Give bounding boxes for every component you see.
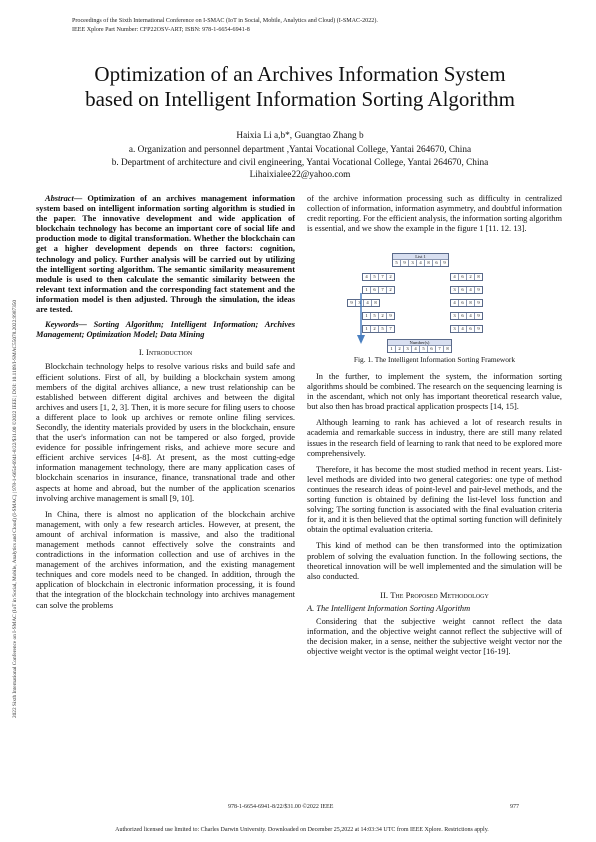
figure-cell: 8 [467, 300, 475, 306]
figure-cell: 5 [393, 260, 401, 266]
figure-cell: 2 [467, 274, 475, 280]
proceedings-header: Proceedings of the Sixth International Conference on I-SMAC (IoT in Social, Mobile, Analytics and Cloud) (I-SMAC-2022). [72, 18, 378, 24]
figure-right-row-1 [450, 273, 483, 281]
figure-cell: 8 [374, 300, 377, 305]
left-column [36, 194, 295, 611]
figure-cell: 5 [371, 274, 379, 280]
figure-cell: 6 [459, 300, 467, 306]
figure-cell: 1 [388, 346, 396, 352]
right-column-bottom [307, 372, 562, 657]
figure-cell: 2 [389, 274, 392, 279]
right-column-top [307, 194, 562, 234]
paper-title [40, 62, 560, 112]
figure-cell: 1 [363, 326, 371, 332]
page-number: 977 [510, 804, 519, 810]
license-notice: Authorized licensed use limited to: Charles Darwin University. Downloaded on December 25,2022 at 14:03:34 UTC from IEEE Xplore. Restrictions apply. [115, 827, 489, 833]
section-2-number: II. [380, 589, 389, 600]
figure-top-label: List 1 [393, 254, 448, 260]
figure-right-row-3 [450, 299, 483, 307]
footer-copyright: 978-1-6654-6941-8/22/$31.00 ©2022 IEEE [228, 804, 334, 810]
section-1-title: Introduction [145, 347, 193, 358]
keywords-label: Keywords— [45, 320, 87, 330]
figure-cell: 3 [409, 260, 417, 266]
figure-cell: 9 [348, 300, 356, 306]
figure-cell: 6 [371, 287, 379, 293]
section-2-heading [307, 590, 562, 600]
figure-list-top [392, 253, 449, 267]
doi-sidebar [4, 78, 18, 718]
figure-cell: 6 [428, 346, 436, 352]
figure-right-row-4 [450, 312, 483, 320]
doi-sidebar-text: 2022 Sixth International Conference on I-SMAC (IoT in Social, Mobile, Analytics and Cloud) (I-SMAC) | 978-1-6654-6941-8/22/$31.00 ©2022 IEEE | DOI: 10.1109/I-SMAC55078.2022.9987350 [12, 299, 18, 718]
section-1-heading [36, 347, 295, 357]
figure-cell: 2 [371, 326, 379, 332]
section-2-title: The Proposed Methodology [390, 589, 489, 600]
figure-cell: 4 [467, 313, 475, 319]
figure-cell: 9 [443, 260, 446, 265]
figure-1-caption: Fig. 1. The Intelligent Information Sorting Framework [353, 355, 516, 364]
keywords-text: Sorting Algorithm; Intelligent Information; Archives Management; Optimization Model; Data Mining [36, 320, 296, 340]
figure-cell: 8 [425, 260, 433, 266]
figure-cell: 3 [451, 326, 459, 332]
figure-cell: 7 [379, 287, 387, 293]
figure-cell: 4 [459, 326, 467, 332]
intro-paragraph-1: Blockchain technology helps to resolve various risks and build safe and efficient solutions. First of all, by building a blockchain system among members of the digital archives alliance, a new trust relationship can be established between different digital archives and between the digital archives and users [1, 2, 3]. Then, it is more secure for filing users to choose a different place to look up archives or remote online filing services. Secondly, the identity materials provided by users in the blockchain, ensure that the user's information can not be tampered or also forged, provide evidence for possible infringement risks, and achieve more secure and efficient archive services [4-8]. At present, as the most cutting-edge information management technology, there are many application cases of blockchain scenarios in insurance, finance, transnational trade and other aspects at home and abroad, but the number of the application scenarios involving archive management is small [9, 10]. [36, 362, 295, 503]
figure-right-row-5 [450, 325, 483, 333]
authors: Haixia Li a,b*, Guangtao Zhang b [236, 131, 364, 141]
figure-cell: 1 [363, 287, 371, 293]
figure-cell: 6 [459, 274, 467, 280]
figure-cell: 2 [389, 287, 392, 292]
title-line-1: Optimization of an Archives Information System [94, 62, 506, 86]
figure-cell: 9 [477, 313, 480, 318]
figure-cell: 9 [477, 287, 480, 292]
figure-cell: 1 [363, 313, 371, 319]
affiliation-b: b. Department of architecture and civil engineering, Yantai Vocational College, Yantai 264670, China [111, 158, 489, 168]
figure-cell: 8 [477, 274, 480, 279]
isbn-header: IEEE Xplore Part Number: CFP22OSV-ART; ISBN: 978-1-6654-6941-8 [72, 27, 250, 33]
subsection-a-heading: A. The Intelligent Information Sorting Algorithm [307, 603, 471, 613]
figure-cell: 8 [446, 346, 449, 351]
keywords [36, 320, 295, 340]
figure-cell: 6 [459, 313, 467, 319]
figure-cell: 4 [364, 300, 372, 306]
figure-cell: 3 [451, 287, 459, 293]
figure-cell: 9 [477, 300, 480, 305]
title-line-2: based on Intelligent Information Sorting Algorithm [85, 87, 515, 111]
right-paragraph-5: Considering that the subjective weight cannot reflect the data information, and the objective weight cannot reflect the subjective will of the decision maker, in a sense, neither the subjective weight vector nor the objective weight vector is the optimal weight vector [16-19]. [307, 616, 562, 657]
down-arrow-icon [357, 293, 365, 345]
section-1-number: I. [138, 347, 144, 358]
figure-cell: 2 [396, 346, 404, 352]
figure-cell: 4 [417, 260, 425, 266]
figure-cell: 5 [371, 313, 379, 319]
figure-bottom-label: Number(s) [388, 340, 451, 346]
intro-paragraph-2: In China, there is almost no application of the blockchain archive management, with only a few research articles. However, at present, the amount of archival information is massive, and also the traditional management methods cannot effectively solve the constraints and contradictions in the information collection and use of archives in the management of the archives information, and the existing management techniques and core models need to be changed. In addition, through the application of blockchain in electronic information processing, it is found that the integration of the blockchain technology into archives management can solve the problems [36, 509, 295, 610]
figure-cell: 4 [451, 300, 459, 306]
right-paragraph-3: Therefore, it has become the most studied method in recent years. List-level methods are divided into two general categories: one type of method continues the research ideas of point-level and pair-level methods, and the sorting function is obtained by defining the list-level loss function and solving; The sorting function is associated with the final evaluation criteria for it, and it is then believed that the optimal sorting function will definitely obtain the optimal evaluation criteria. [307, 464, 562, 535]
right-paragraph-4: This kind of method can be then transformed into the optimization problem of solving the evaluation function. In the following sections, the theoretical innovation will be well implemented and the simulation will be also conducted. [307, 541, 562, 581]
figure-cell: 3 [451, 313, 459, 319]
figure-cell: 7 [379, 274, 387, 280]
author-email[interactable]: Lihaixialee22@yahoo.com [249, 170, 351, 180]
figure-cell: 5 [379, 326, 387, 332]
figure-left-row-1 [362, 273, 395, 281]
figure-cell: 3 [404, 346, 412, 352]
figure-cell: 4 [467, 287, 475, 293]
figure-cell: 4 [363, 274, 371, 280]
figure-cell: 9 [401, 260, 409, 266]
figure-cell: 6 [433, 260, 441, 266]
affiliation-a: a. Organization and personnel department ,Yantai Vocational College, Yantai 264670, China [128, 145, 472, 155]
right-paragraph-1: In the further, to implement the system, the information sorting algorithms should be combined. The research on the sequencing learning is in the ascendant, which not only has important theoretical research value, but also then has broad practical application prospects [14, 15]. [307, 372, 562, 412]
figure-cell: 7 [389, 326, 392, 331]
figure-cell: 4 [412, 346, 420, 352]
figure-cell: 5 [420, 346, 428, 352]
abstract-text: Optimization of an archives management information system based on intelligent information sorting algorithm is studied in the paper. The innovative development and wide application of blockchain technology has become an important core of social life and production mode to digital transformation. Whether the blockchain can get a higher development depends on three factors: cognition, technology and policy. Further analysis will be carried out by utilizing the intelligent sorting algorithm. The semantic similarity measurement module is used to then calculate the semantic similarity between the relevant text information and the corresponding fact statement and the information model is then adjusted. Through the simulation, the ideas are tested. [36, 194, 295, 315]
figure-left-row-2 [362, 286, 395, 294]
figure-cell: 7 [436, 346, 444, 352]
figure-1 [347, 253, 522, 353]
figure-cell: 4 [451, 274, 459, 280]
figure-cell: 6 [467, 326, 475, 332]
abstract [36, 194, 295, 315]
figure-right-row-2 [450, 286, 483, 294]
figure-cell: 9 [389, 313, 392, 318]
figure-cell: 9 [477, 326, 480, 331]
figure-numbers-bottom [387, 339, 452, 353]
figure-cell: 6 [459, 287, 467, 293]
right-paragraph-2: Although learning to rank has achieved a lot of research results in academia and remarkable success in industry, there are still many related issues in the research field of learning to rank that need to be explored more comprehensively. [307, 418, 562, 458]
figure-cell: 2 [379, 313, 387, 319]
right-paragraph-0: of the archive information processing such as difficulty in centralized collection of information, information asymmetry, and doubtful information credit reporting. For the efficient analysis, the information sorting algorithm is essential, and we show the example in the figure 1 [11. 12. 13]. [307, 194, 562, 234]
figure-cell: 3 [356, 300, 364, 306]
abstract-label: Abstract— [45, 194, 83, 203]
figure-left-row-4 [362, 312, 395, 320]
figure-left-row-5 [362, 325, 395, 333]
